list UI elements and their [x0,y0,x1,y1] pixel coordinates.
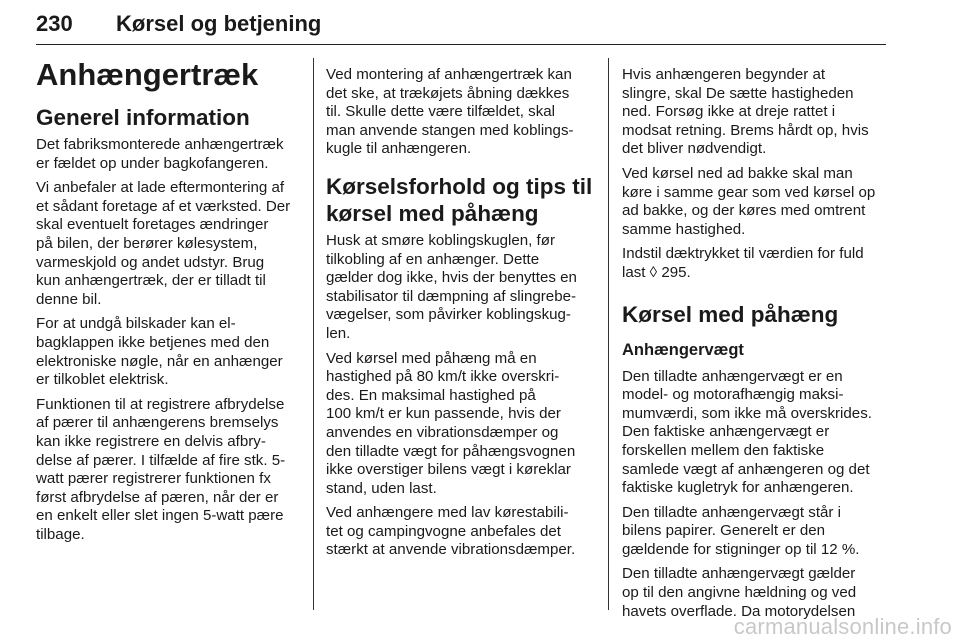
paragraph: Funktionen til at registrere afbrydelse af pærer til anhængerens bremselys kan ikke registrere en delvis afbry- delse af pærer. I tilfælde af fire stk. 5- watt pærer registrerer funktionen fx først afbrydelse af pæren, når der er en enkelt eller slet ingen 5-watt pære tilbage. [36,395,286,543]
subheading-trailer-weight: Anhængervægt [622,340,744,359]
page-number: 230 [36,11,73,36]
section-heading-driving-tips: Kørselsforhold og tips til kørsel med påhæng [326,173,593,226]
page-reference-link[interactable]: last ◊ 295. [622,263,691,281]
paragraph: Den tilladte anhængervægt er en model- og motorafhængig maksi- mumværdi, som ikke må overskrides. Den faktiske anhængervægt er forskellen mellem den faktiske samlede vægt af anhængeren og det faktiske kugletryk for anhængeren. [622,367,872,497]
section-heading-general: Generel information [36,105,250,130]
paragraph: Hvis anhængeren begynder at slingre, skal De sætte hastigheden ned. Forsøg ikke at dreje rattet i modsat retning. Brems hårdt op, hvis det bliver nødvendigt. [622,66,869,158]
paragraph: Indstil dæktrykket til værdien for fuld last ◊ 295. [622,245,890,282]
column-divider-1 [313,58,314,610]
paragraph: Husk at smøre koblingskuglen, før tilkobling af en anhænger. Dette gælder dog ikke, hvis der benyttes en stabilisator til dæmpning af slingrebe- vægelser, som påvirker koblingskug- len. [326,231,577,342]
page-header [36,4,886,45]
paragraph: Ved kørsel ned ad bakke skal man køre i samme gear som ved kørsel op ad bakke, og der køres med omtrent samme hastighed. [622,164,876,238]
paragraph: Ved montering af anhængertræk kan det ske, at trækøjets åbning dækkes til. Skulle dette være tilfældet, skal man anvende stangen med koblings- kugle til anhængeren. [326,66,574,158]
paragraph: Ved kørsel med påhæng må en hastighed på 80 km/t ikke overskri- des. En maksimal hastighed på 100 km/t er kun passende, hvis der anvendes en vibrationsdæmper og den tilladte vægt for påhængsvognen ikke overstiger bilens vægt i køreklar stand, uden last. [326,349,576,497]
paragraph: Den tilladte anhængervægt gælder op til den angivne hældning og ved havets overflade. Da motorydelsen [622,565,857,620]
chapter-heading: Anhængertræk [36,57,259,92]
running-title: Kørsel og betjening [116,11,322,36]
column-1 [36,58,302,550]
column-divider-2 [608,58,609,610]
section-heading-towing: Kørsel med påhæng [622,301,839,327]
paragraph: Vi anbefaler at lade eftermontering af et sådant foretage af et værksted. Der skal eventuelt foretages ændringer på bilen, der berører kølesystem, varmeskjold og andet udstyr. Brug kun anhængertræk, der er tilladt til denne bil. [36,179,291,308]
paragraph: Det fabriksmonterede anhængertræk er fældet op under bagkofangeren. [36,136,284,172]
column-2 [326,66,594,566]
column-3 [622,66,890,627]
paragraph: Ved anhængere med lav kørestabili- tet og campingvogne anbefales det stærkt at anvende vibrationsdæmper. [326,504,576,559]
paragraph: For at undgå bilskader kan el- bagklappen ikke betjenes med den elektroniske nøgle, når en anhænger er tilkoblet elektrisk. [36,315,283,389]
paragraph: Den tilladte anhængervægt står i bilens papirer. Generelt er den gældende for stigninger op til 12 %. [622,503,860,558]
watermark: carmanualsonline.info [733,614,952,639]
